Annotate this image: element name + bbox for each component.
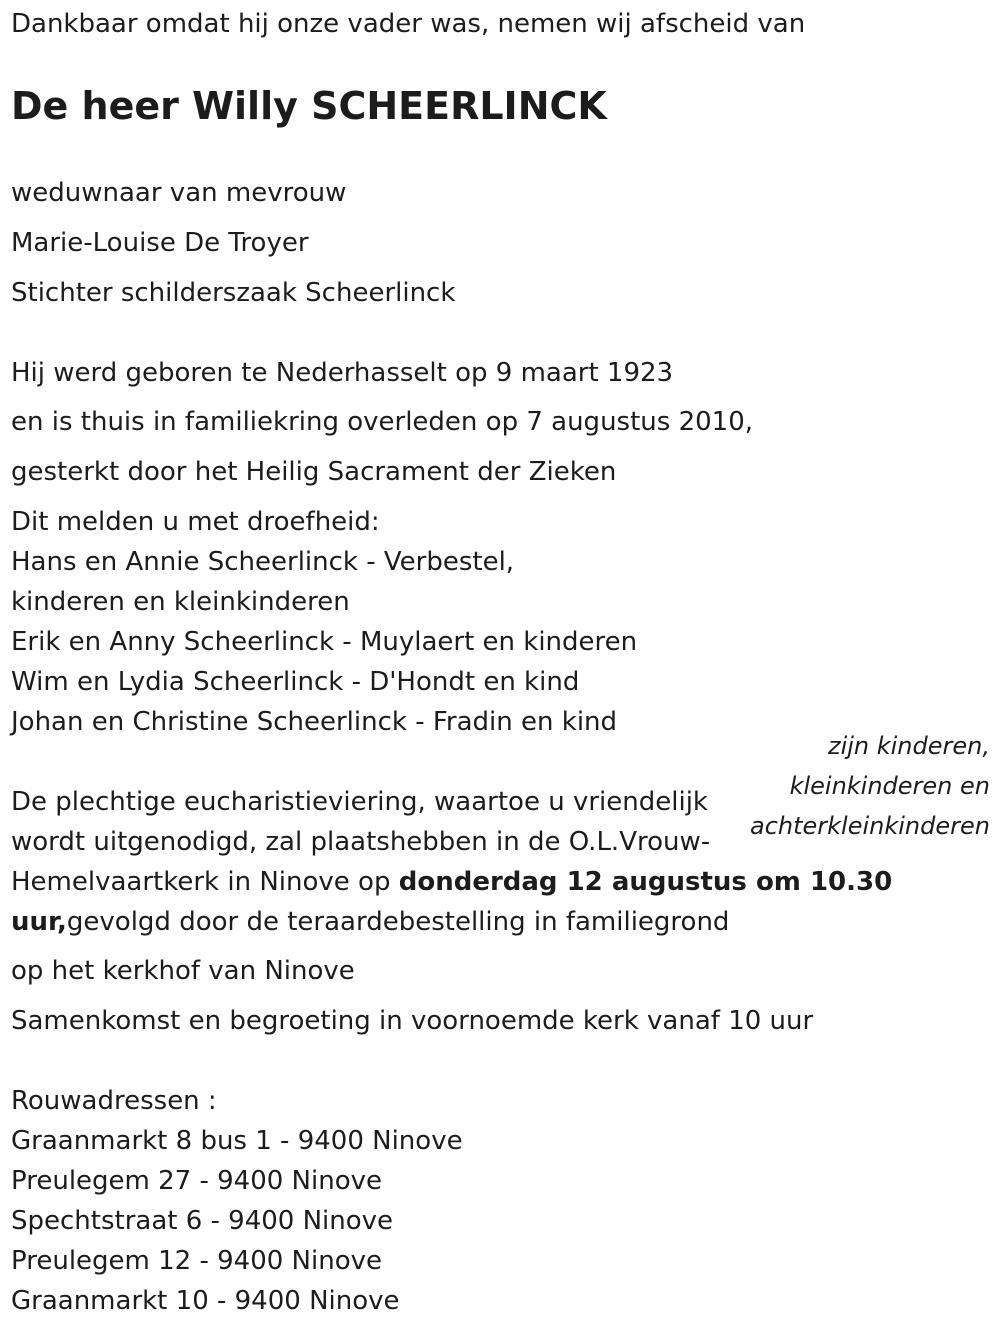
family-note [750, 726, 990, 846]
death-line: en is thuis in familiekring overleden op 7 augustus 2010, [11, 407, 754, 437]
address-item: Graanmarkt 8 bus 1 - 9400 Ninove [11, 1126, 463, 1156]
ceremony-time: uur, [11, 907, 67, 937]
family-line: Johan en Christine Scheerlinck - Fradin en kind [11, 707, 618, 737]
birth-line: Hij werd geboren te Nederhasselt op 9 maart 1923 [11, 358, 674, 388]
intro-text: Dankbaar omdat hij onze vader was, nemen wij afscheid van [11, 9, 806, 39]
spouse-line-1: weduwnaar van mevrouw [11, 178, 347, 208]
ceremony-date: donderdag 12 augustus om 10.30 [398, 867, 893, 897]
ceremony-line [11, 866, 892, 898]
family-line: Hans en Annie Scheerlinck - Verbestel, [11, 547, 515, 577]
address-item: Spechtstraat 6 - 9400 Ninove [11, 1206, 394, 1236]
family-note-line: zijn kinderen, [827, 732, 990, 760]
address-item: Graanmarkt 10 - 9400 Ninove [11, 1286, 400, 1316]
ceremony-line: De plechtige eucharistieviering, waartoe u vriendelijk [11, 787, 708, 817]
spouse-line-2: Marie-Louise De Troyer [11, 228, 309, 258]
family-note-line: kleinkinderen en [789, 772, 990, 800]
deceased-name: De heer Willy SCHEERLINCK [11, 84, 607, 128]
address-item: Preulegem 12 - 9400 Ninove [11, 1246, 382, 1276]
ceremony-text: gevolgd door de teraardebestelling in familiegrond [66, 907, 730, 937]
family-line: Wim en Lydia Scheerlinck - D'Hondt en kind [11, 667, 580, 697]
ceremony-line: op het kerkhof van Ninove [11, 956, 355, 986]
sacrament-line: gesterkt door het Heilig Sacrament der Zieken [11, 457, 617, 487]
family-note-line: achterkleinkinderen [750, 812, 990, 840]
meeting-line: Samenkomst en begroeting in voornoemde kerk vanaf 10 uur [11, 1006, 814, 1036]
announcement-line: Dit melden u met droefheid: [11, 507, 380, 537]
founder-line: Stichter schilderszaak Scheerlinck [11, 278, 456, 308]
family-line: kinderen en kleinkinderen [11, 587, 350, 617]
ceremony-text: Hemelvaartkerk in Ninove op [11, 867, 399, 897]
ceremony-line: wordt uitgenodigd, zal plaatshebben in de O.L.Vrouw- [11, 827, 711, 857]
family-line: Erik en Anny Scheerlinck - Muylaert en kinderen [11, 627, 638, 657]
ceremony-line [11, 906, 729, 938]
addresses-heading: Rouwadressen : [11, 1086, 217, 1116]
address-item: Preulegem 27 - 9400 Ninove [11, 1166, 382, 1196]
